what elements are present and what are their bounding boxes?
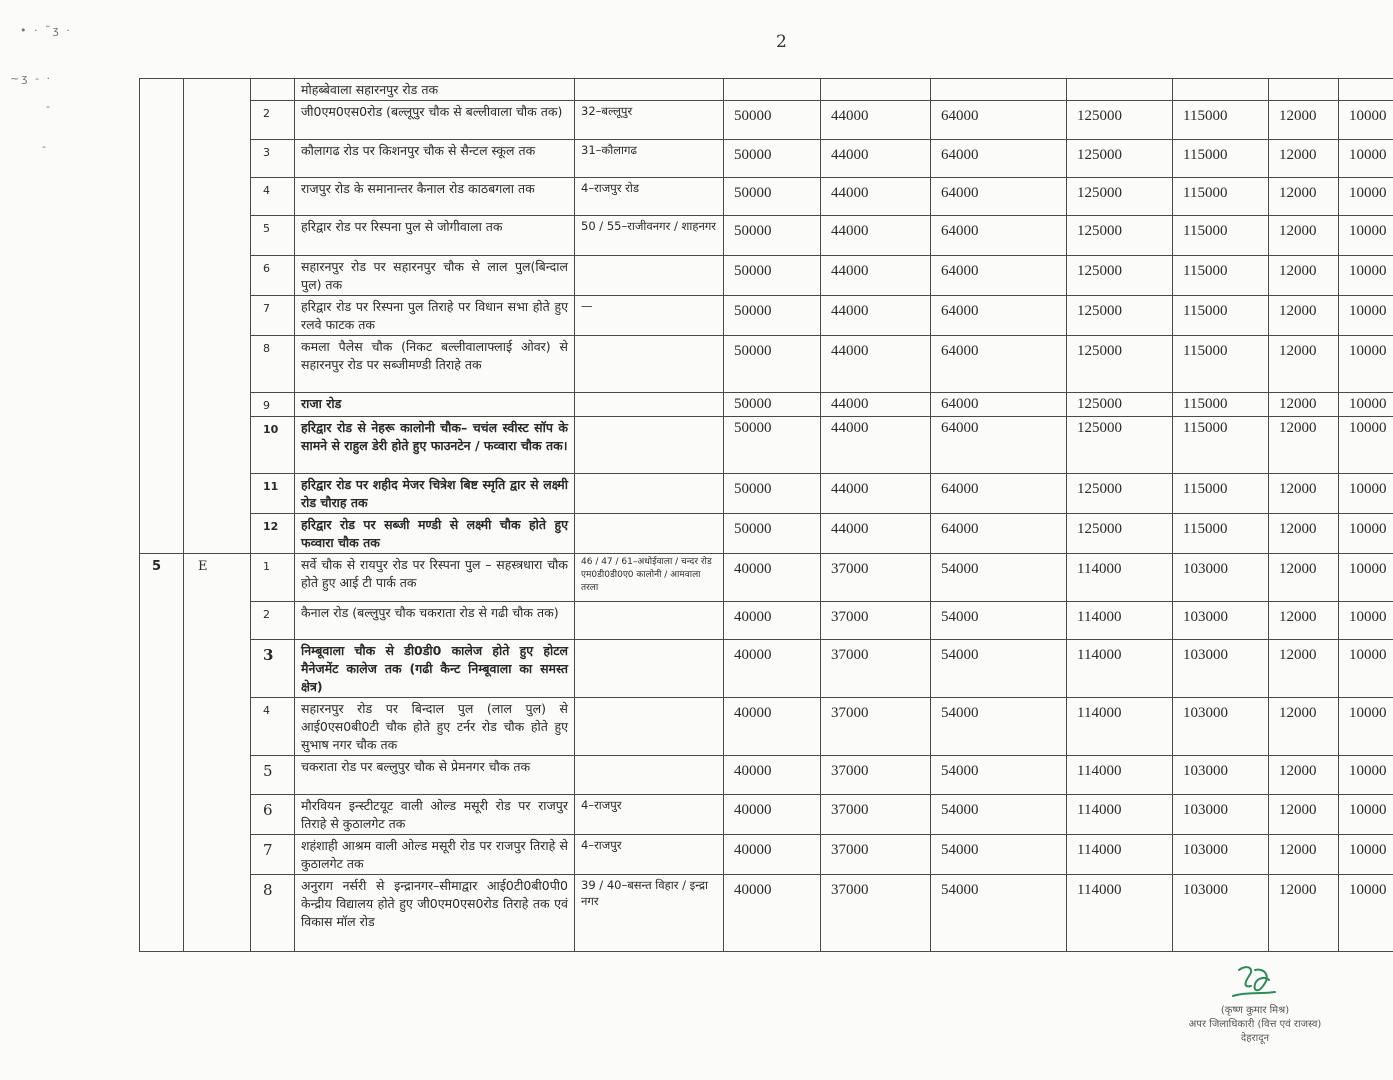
rate-cell: 37000 — [821, 756, 931, 795]
rate-cell: 50000 — [724, 296, 821, 336]
road-cell: हरिद्वार रोड पर रिस्पना पुल तिराहे पर विधान सभा होते हुए रलवे फाटक तक — [295, 296, 575, 336]
rate-cell: 115000 — [1173, 393, 1269, 417]
serial-cell: 9 — [251, 393, 295, 417]
rate-cell: 64000 — [931, 336, 1067, 393]
zone-cell — [140, 79, 184, 554]
road-cell: मौरवियन इन्स्टीटयूट वाली ओल्ड मसूरी रोड पर राजपुर तिराहे से कुठालगेट तक — [295, 795, 575, 835]
page-number: 2 — [776, 32, 787, 52]
rate-cell: 115000 — [1173, 101, 1269, 140]
rate-cell: 115000 — [1173, 417, 1269, 474]
table-row — [140, 640, 1393, 698]
rate-cell: 12000 — [1269, 795, 1339, 835]
ward-cell: 39 / 40–बसन्त विहार / इन्द्रा नगर — [575, 875, 724, 952]
rate-cell: 12000 — [1269, 554, 1339, 602]
rate-cell: 64000 — [931, 178, 1067, 216]
rate-cell: 12000 — [1269, 393, 1339, 417]
road-cell: सहारनपुर रोड पर बिन्दाल पुल (लाल पुल) से आई0एस0बी0टी चौक होते हुए टर्नर रोड चौक होते हुए सुभाष नगर चौक तक — [295, 698, 575, 756]
rate-cell: 40000 — [724, 554, 821, 602]
serial-cell: 2 — [251, 602, 295, 640]
ward-cell: 4–राजपुर रोड — [575, 178, 724, 216]
table-row — [140, 835, 1393, 875]
ward-cell: 4–राजपुर — [575, 835, 724, 875]
table-row — [140, 178, 1393, 216]
ward-cell — [575, 756, 724, 795]
signatory-name: (कृष्ण कुमार मिश्र) — [1220, 1005, 1290, 1016]
table-row — [140, 602, 1393, 640]
rate-cell: 64000 — [931, 393, 1067, 417]
rate-cell: 64000 — [931, 514, 1067, 554]
ward-cell — [575, 602, 724, 640]
rate-cell: 44000 — [821, 140, 931, 178]
ward-cell — [575, 393, 724, 417]
road-cell: मोहब्बेवाला सहारनपुर रोड तक — [295, 79, 575, 101]
rate-cell — [931, 79, 1067, 101]
rate-cell: 114000 — [1067, 554, 1173, 602]
serial-cell: 6 — [251, 256, 295, 296]
rate-cell — [1269, 79, 1339, 101]
ward-cell: 31–कौलागढ — [575, 140, 724, 178]
ward-cell — [575, 698, 724, 756]
rate-cell: 115000 — [1173, 256, 1269, 296]
rate-cell: 40000 — [724, 795, 821, 835]
rate-cell: 12000 — [1269, 216, 1339, 256]
rate-cell: 12000 — [1269, 756, 1339, 795]
rate-cell: 10000 — [1339, 474, 1393, 514]
serial-cell: 10 — [251, 417, 295, 474]
rate-cell: 115000 — [1173, 296, 1269, 336]
ward-cell — [575, 514, 724, 554]
rate-cell: 37000 — [821, 875, 931, 952]
rate-cell: 40000 — [724, 756, 821, 795]
rate-cell: 12000 — [1269, 514, 1339, 554]
rate-cell: 10000 — [1339, 835, 1393, 875]
rate-cell: 103000 — [1173, 795, 1269, 835]
table-row — [140, 101, 1393, 140]
rate-cell: 40000 — [724, 875, 821, 952]
table-row — [140, 756, 1393, 795]
rate-cell: 114000 — [1067, 602, 1173, 640]
table-row — [140, 336, 1393, 393]
rate-cell: 54000 — [931, 602, 1067, 640]
rate-cell: 10000 — [1339, 216, 1393, 256]
signature-mark — [1225, 962, 1285, 1002]
rate-cell: 64000 — [931, 474, 1067, 514]
road-cell: सहारनपुर रोड पर सहारनपुर चौक से लाल पुल(बिन्दाल पुल) तक — [295, 256, 575, 296]
rate-cell: 114000 — [1067, 835, 1173, 875]
rate-cell: 115000 — [1173, 178, 1269, 216]
serial-cell: 12 — [251, 514, 295, 554]
road-cell: शहंशाही आश्रम वाली ओल्ड मसूरी रोड पर राजपुर तिराहे से कुठालगेट तक — [295, 835, 575, 875]
table-row — [140, 875, 1393, 952]
rate-cell: 50000 — [724, 393, 821, 417]
zone-letter-cell: E — [184, 554, 251, 952]
rate-cell: 10000 — [1339, 514, 1393, 554]
table-row — [140, 216, 1393, 256]
rate-cell: 54000 — [931, 554, 1067, 602]
rate-cell — [1339, 79, 1393, 101]
rate-cell: 12000 — [1269, 256, 1339, 296]
ward-cell — [575, 640, 724, 698]
road-cell: राजा रोड — [295, 393, 575, 417]
rate-cell: 44000 — [821, 216, 931, 256]
rate-cell: 10000 — [1339, 640, 1393, 698]
rate-cell: 125000 — [1067, 393, 1173, 417]
rate-cell: 40000 — [724, 698, 821, 756]
table-row — [140, 698, 1393, 756]
rate-cell: 50000 — [724, 336, 821, 393]
rate-cell: 37000 — [821, 602, 931, 640]
road-cell: कैनाल रोड (बल्लुपुर चौक चकराता रोड से गढी चौक तक) — [295, 602, 575, 640]
rate-cell: 103000 — [1173, 756, 1269, 795]
rate-cell: 37000 — [821, 795, 931, 835]
rate-cell: 125000 — [1067, 514, 1173, 554]
rate-cell: 103000 — [1173, 554, 1269, 602]
road-cell: चकराता रोड पर बल्लुपुर चौक से प्रेमनगर चौक तक — [295, 756, 575, 795]
rate-cell: 44000 — [821, 101, 931, 140]
signatory-designation: अपर जिलाधिकारी (वित्त एवं राजस्व) — [1188, 1019, 1322, 1030]
rate-cell: 44000 — [821, 514, 931, 554]
serial-cell: 11 — [251, 474, 295, 514]
signature-block — [1150, 962, 1360, 1046]
rate-cell: 10000 — [1339, 698, 1393, 756]
rate-cell: 114000 — [1067, 756, 1173, 795]
rate-cell: 12000 — [1269, 602, 1339, 640]
serial-cell: 5 — [251, 756, 295, 795]
signatory-place: देहरादून — [1240, 1033, 1270, 1044]
rate-cell: 37000 — [821, 554, 931, 602]
rate-cell: 40000 — [724, 835, 821, 875]
ward-cell: — — [575, 296, 724, 336]
rate-cell: 54000 — [931, 835, 1067, 875]
rate-cell: 10000 — [1339, 256, 1393, 296]
table-row — [140, 514, 1393, 554]
serial-cell: 7 — [251, 835, 295, 875]
rate-cell: 115000 — [1173, 216, 1269, 256]
rate-cell: 125000 — [1067, 140, 1173, 178]
rate-cell: 54000 — [931, 875, 1067, 952]
rate-cell: 115000 — [1173, 514, 1269, 554]
serial-cell: 8 — [251, 336, 295, 393]
rate-cell: 103000 — [1173, 835, 1269, 875]
rate-cell: 12000 — [1269, 474, 1339, 514]
rate-cell: 10000 — [1339, 393, 1393, 417]
rate-cell: 10000 — [1339, 336, 1393, 393]
rate-cell: 64000 — [931, 417, 1067, 474]
road-cell: सर्वे चौक से रायपुर रोड पर रिस्पना पुल – सहस्त्रधारा चौक होते हुए आई टी पार्क तक — [295, 554, 575, 602]
rate-cell: 54000 — [931, 756, 1067, 795]
rate-cell: 50000 — [724, 178, 821, 216]
rate-cell: 10000 — [1339, 101, 1393, 140]
rate-cell: 103000 — [1173, 875, 1269, 952]
rate-cell: 10000 — [1339, 296, 1393, 336]
rate-cell: 12000 — [1269, 336, 1339, 393]
circle-rate-table — [139, 78, 1393, 952]
serial-cell: 5 — [251, 216, 295, 256]
rate-cell: 10000 — [1339, 140, 1393, 178]
rate-cell: 40000 — [724, 602, 821, 640]
table-row — [140, 554, 1393, 602]
ward-cell — [575, 79, 724, 101]
rate-cell: 64000 — [931, 256, 1067, 296]
table-row — [140, 140, 1393, 178]
ward-cell: 50 / 55–राजीवनगर / शाहनगर — [575, 216, 724, 256]
rate-cell: 50000 — [724, 417, 821, 474]
rate-cell: 64000 — [931, 101, 1067, 140]
rate-cell: 37000 — [821, 640, 931, 698]
rate-cell: 12000 — [1269, 835, 1339, 875]
rate-cell: 10000 — [1339, 178, 1393, 216]
rate-cell: 115000 — [1173, 474, 1269, 514]
table-body — [140, 79, 1393, 952]
rate-cell: 10000 — [1339, 602, 1393, 640]
road-cell: निम्बूवाला चौक से डी0डी0 कालेज होते हुए होटल मैनेजमेंट कालेज तक (गढी कैन्ट निम्बूवाला का समस्त क्षेत्र) — [295, 640, 575, 698]
road-cell: कौलागढ रोड पर किशनपुर चौक से सैन्टल स्कूल तक — [295, 140, 575, 178]
rate-cell: 50000 — [724, 256, 821, 296]
rate-cell: 64000 — [931, 216, 1067, 256]
rate-cell: 12000 — [1269, 698, 1339, 756]
scan-mark: • · ˜ʒ · — [20, 24, 72, 37]
ward-cell — [575, 256, 724, 296]
rate-cell: 44000 — [821, 178, 931, 216]
rate-cell: 12000 — [1269, 140, 1339, 178]
rate-cell: 125000 — [1067, 101, 1173, 140]
serial-cell: 3 — [251, 140, 295, 178]
table-row — [140, 79, 1393, 101]
serial-cell — [251, 79, 295, 101]
rate-cell: 115000 — [1173, 336, 1269, 393]
rate-cell — [1067, 79, 1173, 101]
ward-cell — [575, 417, 724, 474]
rate-cell: 50000 — [724, 140, 821, 178]
rate-cell: 12000 — [1269, 101, 1339, 140]
rate-cell: 12000 — [1269, 640, 1339, 698]
rate-cell: 125000 — [1067, 296, 1173, 336]
rate-cell: 50000 — [724, 216, 821, 256]
rate-cell: 12000 — [1269, 178, 1339, 216]
rate-cell: 12000 — [1269, 875, 1339, 952]
rate-cell — [821, 79, 931, 101]
rate-cell: 50000 — [724, 474, 821, 514]
rate-cell: 54000 — [931, 640, 1067, 698]
table-row — [140, 256, 1393, 296]
rate-cell: 54000 — [931, 795, 1067, 835]
serial-cell: 8 — [251, 875, 295, 952]
rate-cell: 114000 — [1067, 795, 1173, 835]
serial-cell: 6 — [251, 795, 295, 835]
serial-cell: 2 — [251, 101, 295, 140]
rate-cell: 125000 — [1067, 336, 1173, 393]
road-cell: अनुराग नर्सरी से इन्द्रानगर–सीमाद्वार आई0टी0बी0पी0 केन्द्रीय विद्यालय होते हुए जी0एम0एस0रोड तिराहे तक एवं विकास मॉल रोड — [295, 875, 575, 952]
rate-cell: 125000 — [1067, 474, 1173, 514]
rate-cell: 50000 — [724, 514, 821, 554]
scan-mark: ~ʒ - · — [10, 72, 53, 85]
rate-cell: 125000 — [1067, 216, 1173, 256]
rate-cell: 12000 — [1269, 417, 1339, 474]
rate-cell: 10000 — [1339, 554, 1393, 602]
rate-cell: 114000 — [1067, 875, 1173, 952]
rate-cell: 103000 — [1173, 602, 1269, 640]
zone-cell: 5 — [140, 554, 184, 952]
road-cell: हरिद्वार रोड पर सब्जी मण्डी से लक्ष्मी चौक होते हुए फव्वारा चौक तक — [295, 514, 575, 554]
rate-cell: 10000 — [1339, 756, 1393, 795]
rate-cell: 64000 — [931, 296, 1067, 336]
rate-cell: 125000 — [1067, 178, 1173, 216]
rate-cell: 125000 — [1067, 417, 1173, 474]
serial-cell: 3 — [251, 640, 295, 698]
rate-cell: 40000 — [724, 640, 821, 698]
rate-cell: 37000 — [821, 835, 931, 875]
table-row — [140, 417, 1393, 474]
rate-cell: 37000 — [821, 698, 931, 756]
zone-letter-cell — [184, 79, 251, 554]
road-cell: राजपुर रोड के समानान्तर कैनाल रोड काठबगला तक — [295, 178, 575, 216]
rate-cell: 125000 — [1067, 256, 1173, 296]
rate-cell — [1173, 79, 1269, 101]
rate-cell: 103000 — [1173, 698, 1269, 756]
rate-cell: 114000 — [1067, 640, 1173, 698]
serial-cell: 4 — [251, 178, 295, 216]
rate-cell: 103000 — [1173, 640, 1269, 698]
road-cell: हरिद्वार रोड से नेहरू कालोनी चौक– चचंल स्वीस्ट सॉप के सामने से राहुल डेरी होते हुए फाउनटेन / फव्वारा चौक तक। — [295, 417, 575, 474]
rate-cell: 44000 — [821, 417, 931, 474]
ward-cell — [575, 474, 724, 514]
rate-cell: 44000 — [821, 336, 931, 393]
table-row — [140, 296, 1393, 336]
rate-cell: 10000 — [1339, 875, 1393, 952]
road-cell: हरिद्वार रोड पर शहीद मेजर चित्रेश बिष्ट स्मृति द्वार से लक्ष्मी रोड चौराह तक — [295, 474, 575, 514]
road-cell: कमला पैलेस चौक (निकट बल्लीवालाफ्लाई ओवर) से सहारनपुर रोड पर सब्जीमण्डी तिराहे तक — [295, 336, 575, 393]
rate-cell: 44000 — [821, 393, 931, 417]
rate-cell: 10000 — [1339, 795, 1393, 835]
scan-mark: - — [42, 140, 48, 153]
rate-cell: 114000 — [1067, 698, 1173, 756]
serial-cell: 7 — [251, 296, 295, 336]
serial-cell: 1 — [251, 554, 295, 602]
rate-cell: 44000 — [821, 256, 931, 296]
rate-cell: 54000 — [931, 698, 1067, 756]
ward-cell: 46 / 47 / 61–अधोईवाला / चन्दर रोड एम0डी0डी0ए0 कालोनी / आमवाला तरला — [575, 554, 724, 602]
rate-cell — [724, 79, 821, 101]
rate-cell: 115000 — [1173, 140, 1269, 178]
road-cell: जी0एम0एस0रोड (बल्लूपुर चौक से बल्लीवाला चौक तक) — [295, 101, 575, 140]
road-cell: हरिद्वार रोड पर रिस्पना पुल से जोगीवाला तक — [295, 216, 575, 256]
ward-cell — [575, 336, 724, 393]
rate-cell: 44000 — [821, 474, 931, 514]
rate-cell: 44000 — [821, 296, 931, 336]
rate-cell: 12000 — [1269, 296, 1339, 336]
ward-cell: 32–बल्लूपुर — [575, 101, 724, 140]
rate-cell: 10000 — [1339, 417, 1393, 474]
rate-cell: 50000 — [724, 101, 821, 140]
scan-mark: - — [46, 100, 52, 113]
table-row — [140, 795, 1393, 835]
ward-cell: 4–राजपुर — [575, 795, 724, 835]
table-row — [140, 474, 1393, 514]
serial-cell: 4 — [251, 698, 295, 756]
table-row — [140, 393, 1393, 417]
rate-cell: 64000 — [931, 140, 1067, 178]
